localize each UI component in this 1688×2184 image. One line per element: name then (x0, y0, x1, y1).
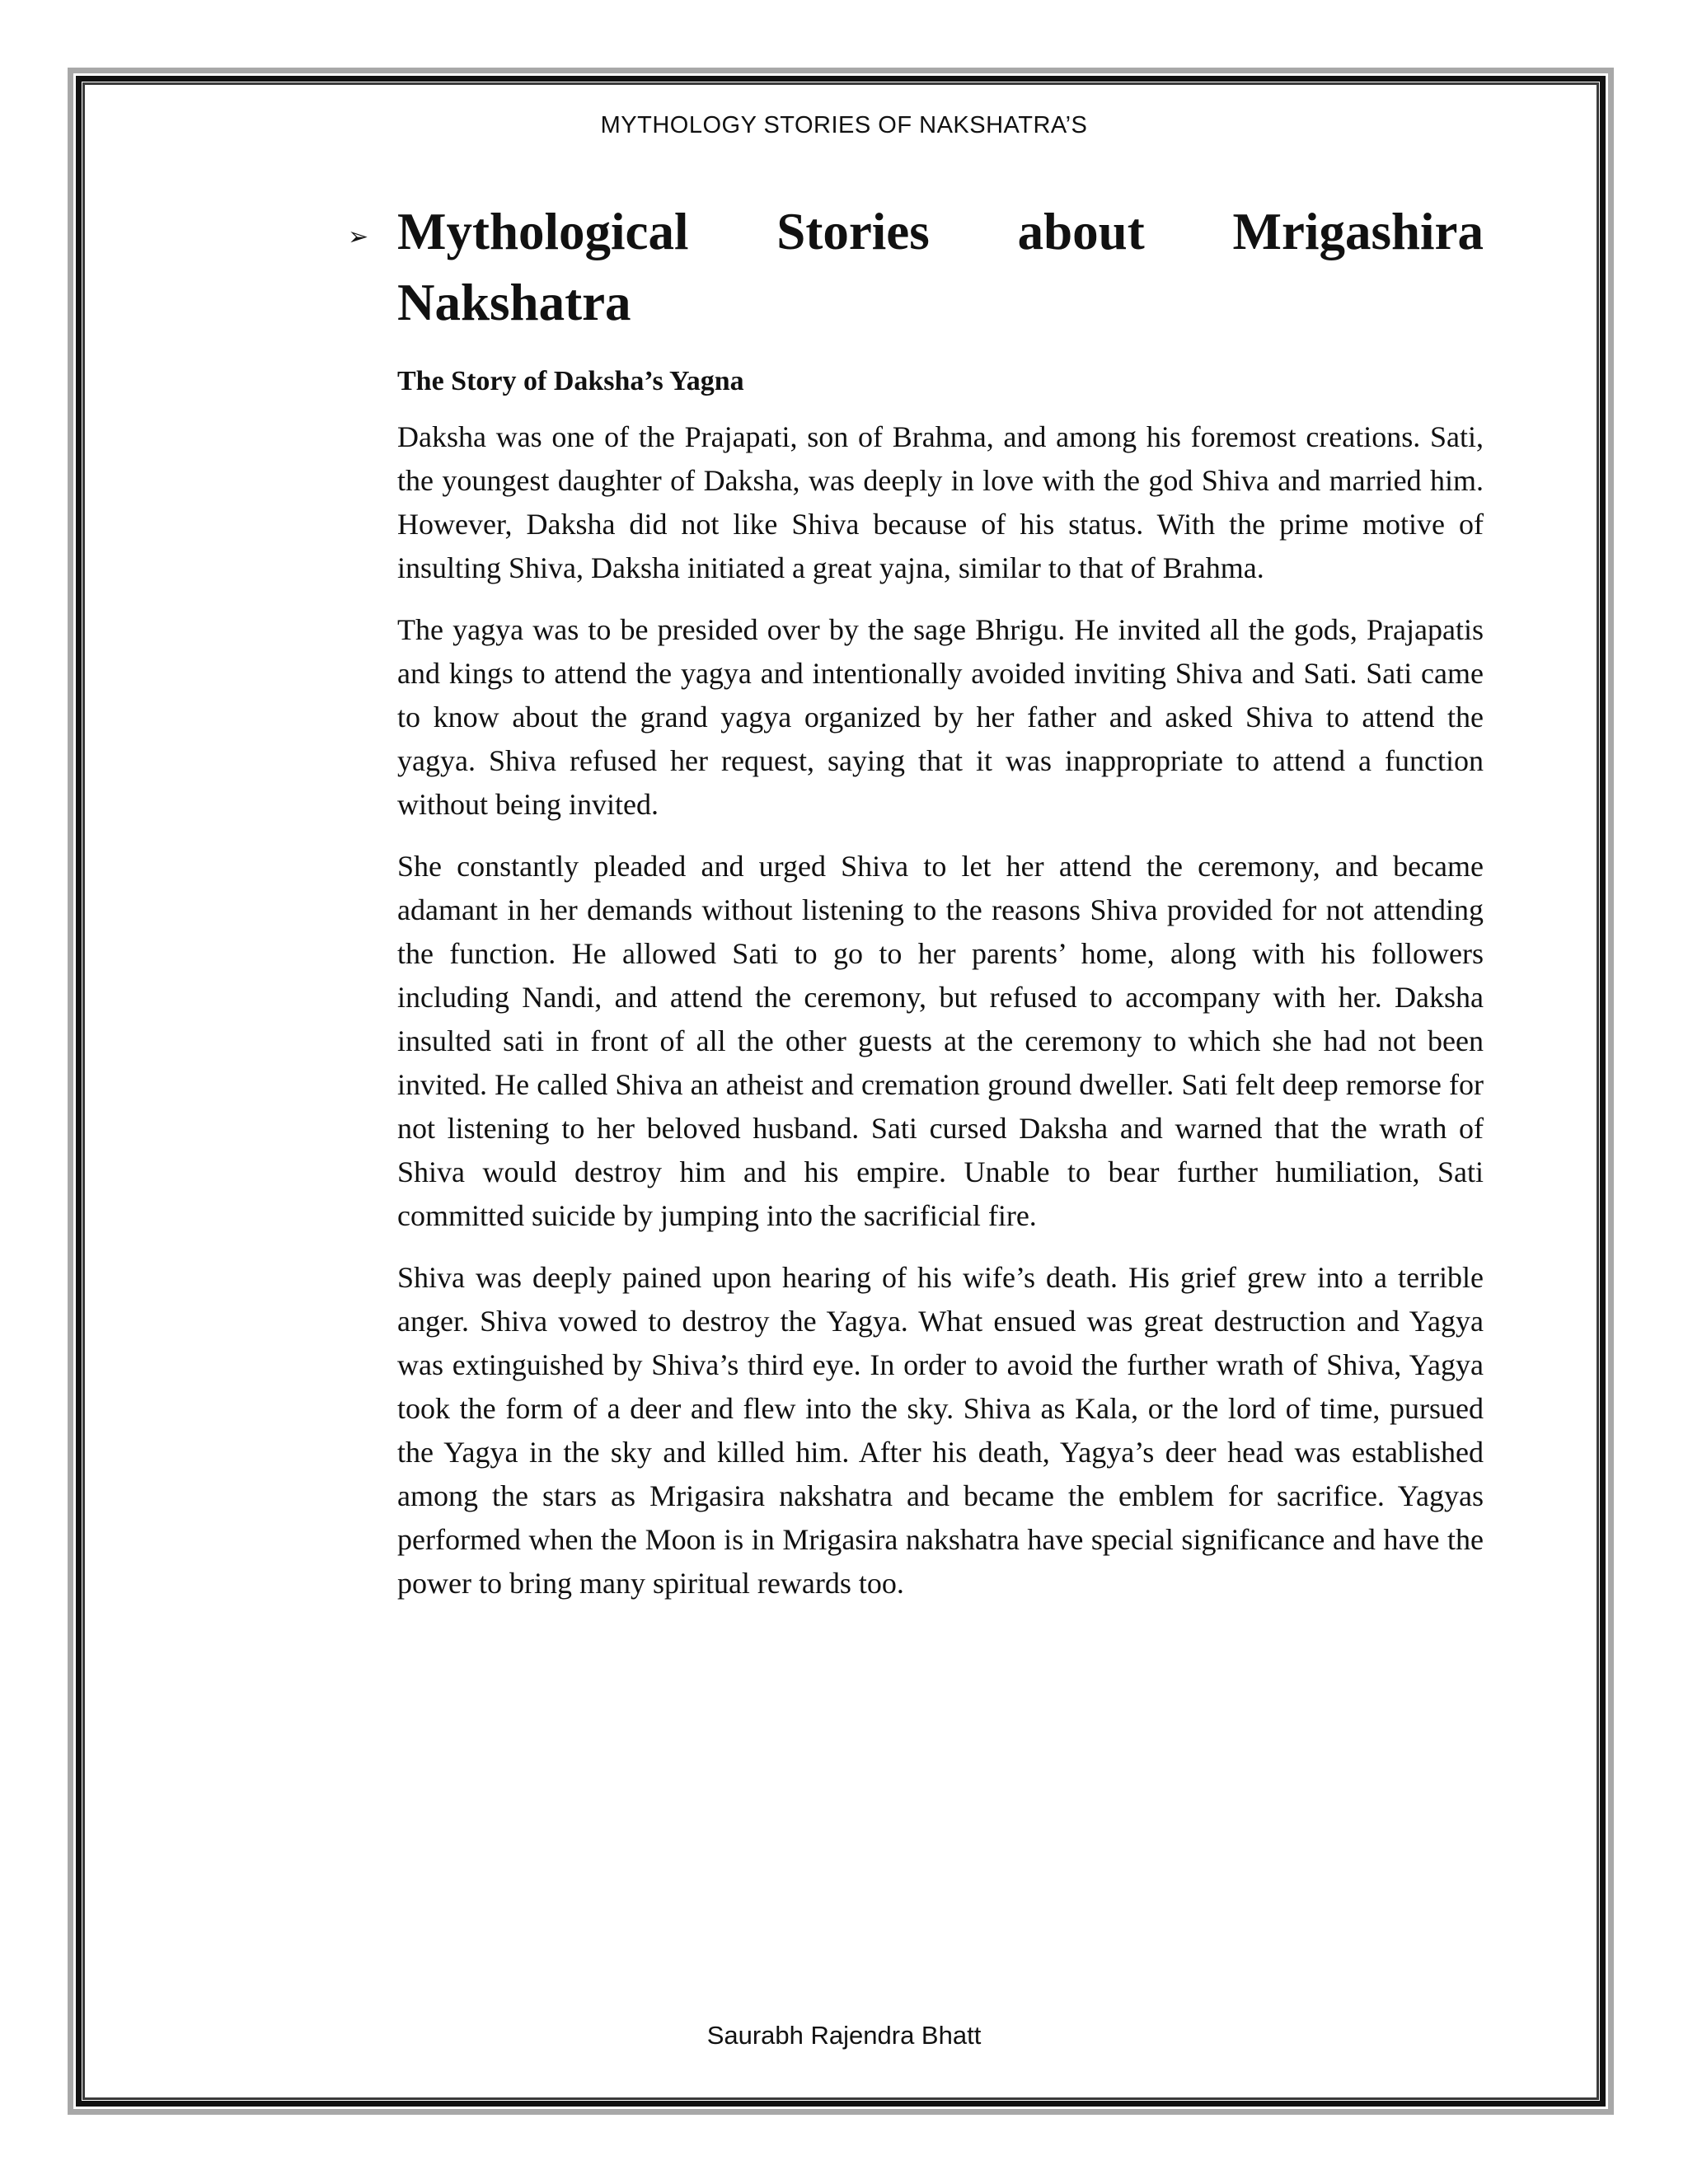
running-header: MYTHOLOGY STORIES OF NAKSHATRA’S (600, 112, 1088, 138)
section-subheading: The Story of Daksha’s Yagna (397, 366, 744, 396)
paragraph-4: Shiva was deeply pained upon hearing of his wife’s death. His grief grew into a terrible anger. Shiva vowed to destroy the Yagya. What ensued was great destruction and Yagya was extinguished by Shiva’s third eye. In order to avoid the further wrath of Shiva, Yagya took the form of a deer and flew into the sky. Shiva as Kala, or the lord of time, pursued the Yagya in the sky and killed him. After his death, Yagya’s deer head was established among the stars as Mrigasira nakshatra and became the emblem for sacrifice. Yagyas performed when the Moon is in Mrigasira nakshatra have special significance and have the power to bring many spiritual rewards too. (397, 1261, 1484, 1600)
heading-row (348, 196, 1484, 338)
page-title-line-1: Mythological Stories about Mrigashira (397, 203, 1484, 260)
paragraph-3: She constantly pleaded and urged Shiva to let her attend the ceremony, and became adamant in her demands without listening to the reasons Shiva provided for not attending the function. He allowed Sati to go to her parents’ home, along with his followers including Nandi, and attend the ceremony, but refused to accompany with her. Daksha insulted sati in front of all the other guests at the ceremony to which she had not been invited. He called Shiva an atheist and cremation ground dweller. Sati felt deep remorse for not listening to her beloved husband. Sati cursed Daksha and warned that the wrath of Shiva would destroy him and his empire. Unable to bear further humiliation, Sati committed suicide by jumping into the sacrificial fire. (397, 850, 1484, 1232)
running-footer-author: Saurabh Rajendra Bhatt (706, 2021, 982, 2050)
arrowhead-bullet-icon: ➢ (348, 223, 369, 251)
main-content (348, 196, 1484, 1624)
page-title-line-2: Nakshatra (397, 274, 631, 331)
page-title (397, 196, 1484, 338)
paragraph-1: Daksha was one of the Prajapati, son of Brahma, and among his foremost creations. Sati, the youngest daughter of Daksha, was deeply in love with the god Shiva and married him. However, Daksha did not like Shiva because of his status. With the prime motive of insulting Shiva, Daksha initiated a great yajna, similar to that of Brahma. (397, 420, 1484, 584)
paragraph-2: The yagya was to be presided over by the sage Bhrigu. He invited all the gods, Prajapatis and kings to attend the yagya and intentionally avoided inviting Shiva and Sati. Sati came to know about the grand yagya organized by her father and asked Shiva to attend the yagya. Shiva refused her request, saying that it was inappropriate to attend a function without being invited. (397, 613, 1484, 821)
